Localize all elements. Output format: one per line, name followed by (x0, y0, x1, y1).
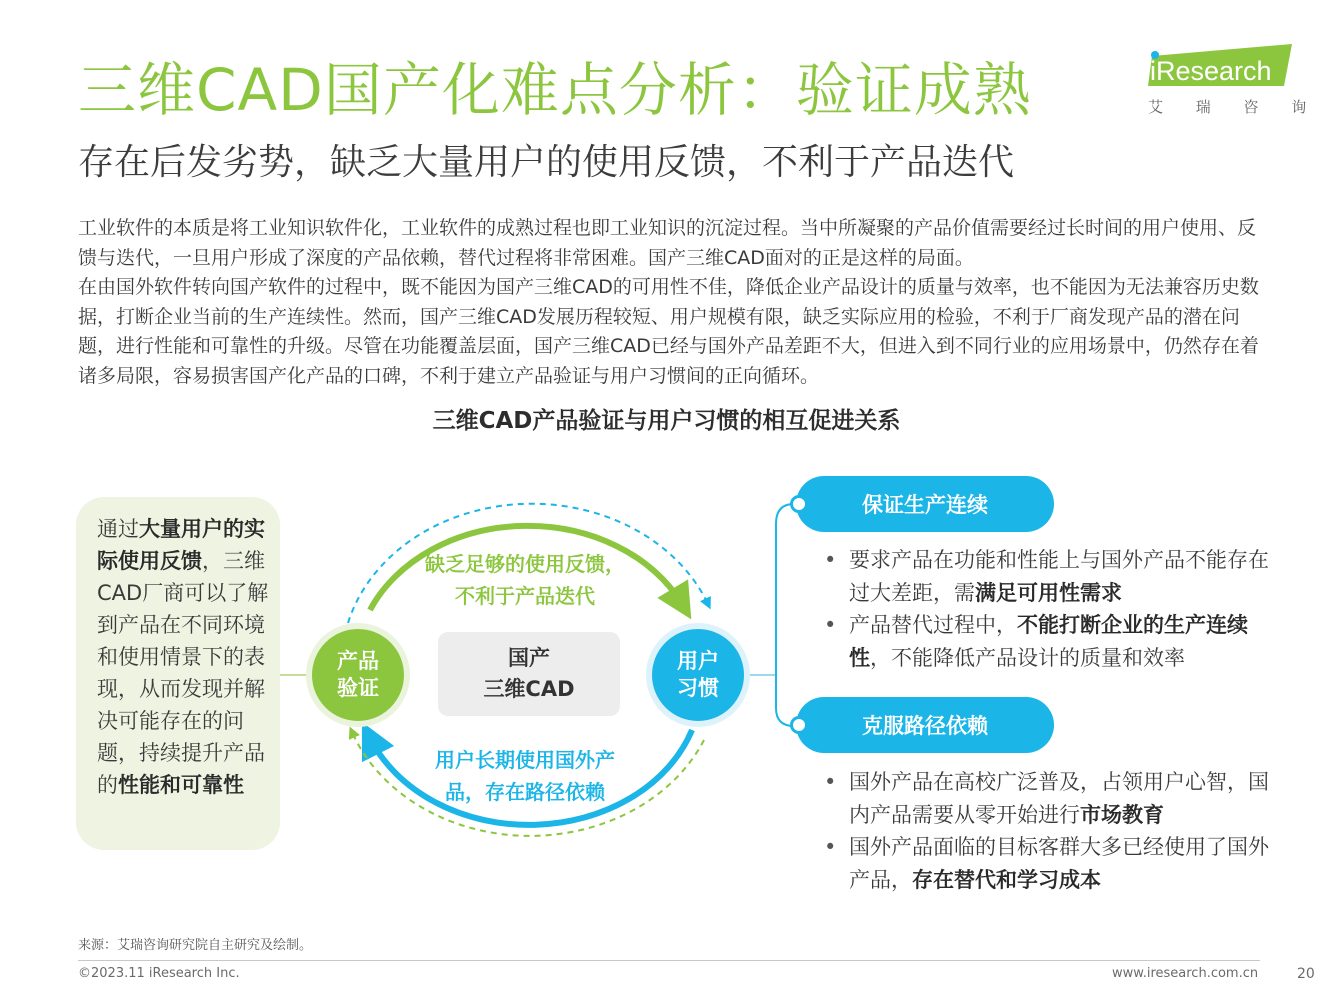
page-subtitle: 存在后发劣势，缺乏大量用户的使用反馈，不利于产品迭代 (78, 142, 1015, 183)
bullet-item: • 国外产品面临的目标客群大多已经使用了国外产品，存在替代和学习成本 (822, 831, 1272, 896)
svg-text:iResearch: iResearch (1150, 56, 1272, 86)
logo-cn-text: 艾 瑞 咨 询 (1148, 98, 1321, 116)
circle-right-line1: 用户 (677, 649, 719, 673)
source-note: 来源：艾瑞咨询研究院自主研究及绘制。 (78, 938, 313, 953)
bullet-item: • 国外产品在高校广泛普及，占领用户心智，国内产品需要从零开始进行市场教育 (822, 766, 1272, 831)
center-line2: 三维CAD (483, 677, 575, 701)
path-dependency-bullets (822, 766, 1272, 896)
left-bold-1: 大量用户的实际使用反馈 (97, 517, 265, 573)
circle-left-line2: 验证 (337, 676, 379, 700)
top-arc-line2: 不利于产品迭代 (455, 584, 595, 608)
circle-right-line2: 习惯 (677, 676, 719, 700)
bullet-item: • 要求产品在功能和性能上与国外产品不能存在过大差距，需满足可用性需求 (822, 544, 1272, 609)
circle-left-line1: 产品 (337, 649, 379, 673)
body-text (78, 214, 1263, 391)
diagram-title: 三维CAD产品验证与用户习惯的相互促进关系 (432, 408, 901, 434)
bullet-item: • 产品替代过程中，不能打断企业的生产连续性，不能降低产品设计的质量和效率 (822, 609, 1272, 674)
right-bracket (776, 504, 794, 726)
page-number: 20 (1297, 966, 1315, 982)
pill1-dot (790, 495, 808, 513)
top-arc-line1: 缺乏足够的使用反馈， (425, 552, 625, 576)
left-text-2: ，三维CAD厂商可以了解到产品在不同环境和使用情景下的表现，从而发现并解决可能存在的问题，持续提升产品的 (97, 549, 269, 797)
center-cad-box (438, 632, 620, 716)
paragraph-1: 工业软件的本质是将工业知识软件化，工业软件的成熟过程也即工业知识的沉淀过程。当中所凝聚的产品价值需要经过长时间的用户使用、反馈与迭代，一旦用户形成了深度的产品依赖，替代过程将非常困难。国产三维CAD面对的正是这样的局面。 (78, 217, 1257, 269)
paragraph-2: 在由国外软件转向国产软件的过程中，既不能因为国产三维CAD的可用性不佳，降低企业产品设计的质量与效率，也不能因为无法兼容历史数据，打断企业当前的生产连续性。然而，国产三维CAD发展历程较短、用户规模有限，缺乏实际应用的检验，不利于厂商发现产品的潜在问题，进行性能和可靠性的升级。尽管在功能覆盖层面，国产三维CAD已经与国外产品差距不大，但进入到不同行业的应用场景中，仍然存在着诸多局限，容易损害国产化产品的口碑，不利于建立产品验证与用户习惯间的正向循环。 (78, 276, 1259, 387)
page-title: 三维CAD国产化难点分析：验证成熟 (78, 56, 1032, 124)
website-link[interactable]: www.iresearch.com.cn (1112, 966, 1259, 981)
path-dependency-pill: 克服路径依赖 (796, 697, 1054, 753)
left-description-box (76, 497, 280, 850)
top-arc-label (400, 548, 650, 612)
center-line1: 国产 (507, 646, 550, 670)
left-text-1: 通过 (97, 517, 139, 541)
bottom-arc-line1: 用户长期使用国外产 (435, 748, 615, 772)
product-validation-circle (306, 623, 410, 727)
left-bold-2: 性能和可靠性 (118, 773, 244, 797)
footer-divider (78, 960, 1260, 961)
copyright: ©2023.11 iResearch Inc. (78, 966, 240, 981)
pill2-dot (790, 716, 808, 734)
bottom-arc-line2: 品，存在路径依赖 (445, 780, 605, 804)
user-habit-circle (646, 623, 750, 727)
bottom-arc-label (400, 744, 650, 808)
iresearch-logo (1146, 42, 1321, 118)
production-continuity-bullets (822, 544, 1272, 674)
production-continuity-pill: 保证生产连续 (796, 476, 1054, 532)
